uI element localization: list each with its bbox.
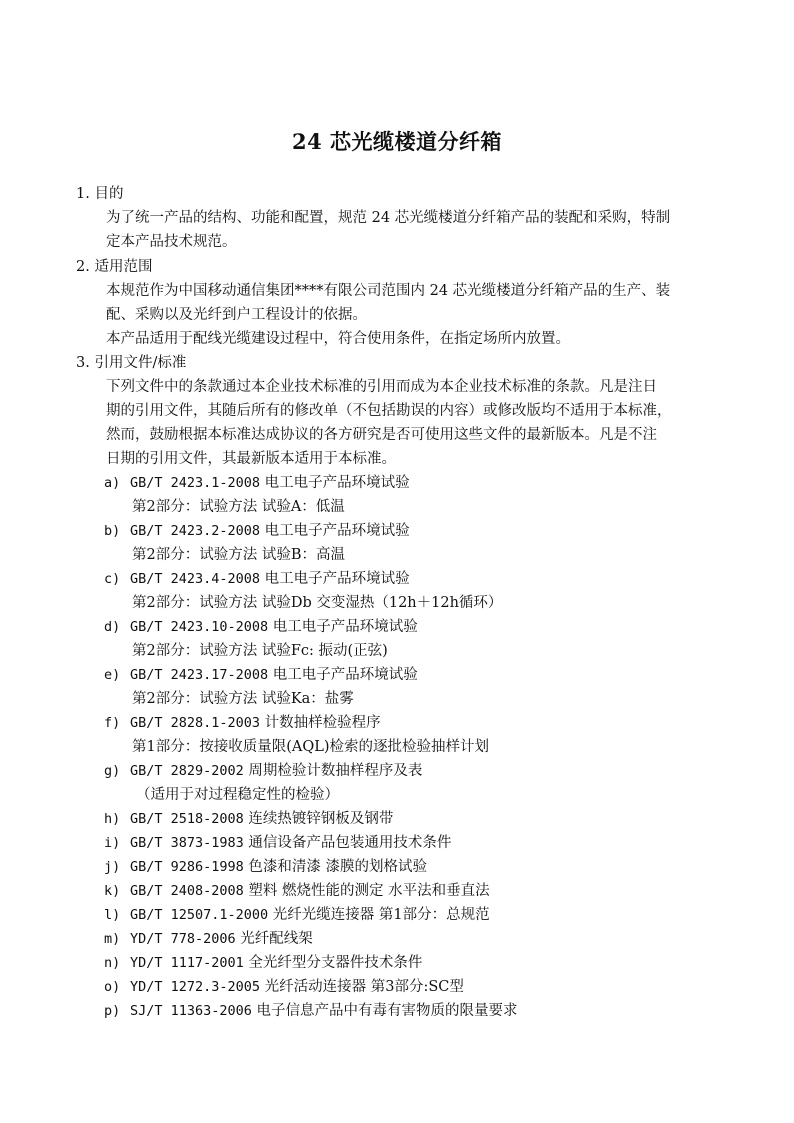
reference-title: 电子信息产品中有毒有害物质的限量要求 bbox=[256, 1003, 518, 1019]
reference-code: YD/T 1117-2001 bbox=[130, 955, 244, 971]
reference-title: 计数抽样检验程序 bbox=[264, 715, 381, 731]
reference-title: 全光纤型分支器件技术条件 bbox=[248, 955, 423, 971]
reference-item bbox=[104, 881, 490, 901]
reference-code: GB/T 3873-1983 bbox=[130, 835, 244, 851]
reference-item bbox=[104, 761, 422, 781]
paragraph-line: 本规范作为中国移动通信集团****有限公司范围内 24 芯光缆楼道分纤箱产品的生产、装 bbox=[106, 283, 671, 299]
reference-subtitle: 第1部分：按接收质量限(AQL)检索的逐批检验抽样计划 bbox=[132, 739, 490, 755]
reference-subtitle: 第2部分：试验方法 试验B：高温 bbox=[132, 547, 345, 563]
reference-title: 电工电子产品环境试验 bbox=[272, 619, 418, 635]
reference-code: YD/T 778-2006 bbox=[130, 931, 236, 947]
reference-title: 光纤光缆连接器 第1部分：总规范 bbox=[272, 907, 490, 923]
reference-title: 电工电子产品环境试验 bbox=[264, 571, 410, 587]
reference-title: 周期检验计数抽样程序及表 bbox=[248, 763, 423, 779]
reference-title: 色漆和清漆 漆膜的划格试验 bbox=[248, 859, 428, 875]
reference-mark: b) bbox=[104, 523, 121, 539]
reference-mark: o) bbox=[104, 979, 121, 995]
paragraph-line: 配、采购以及光纤到户工程设计的依据。 bbox=[106, 307, 367, 323]
reference-code: GB/T 2518-2008 bbox=[130, 811, 244, 827]
reference-item bbox=[104, 473, 410, 493]
reference-mark: d) bbox=[104, 619, 121, 635]
reference-mark: p) bbox=[104, 1003, 121, 1019]
reference-code: GB/T 2408-2008 bbox=[130, 883, 244, 899]
section-heading-purpose: 1. 目的 bbox=[76, 186, 124, 202]
reference-mark: k) bbox=[104, 883, 121, 899]
reference-mark: m) bbox=[104, 931, 121, 947]
reference-title: 通信设备产品包装通用技术条件 bbox=[248, 835, 452, 851]
reference-code: GB/T 2423.1-2008 bbox=[130, 475, 261, 491]
reference-subtitle: 第2部分：试验方法 试验Fc: 振动(正弦) bbox=[132, 643, 388, 659]
reference-mark: a) bbox=[104, 475, 121, 491]
reference-mark: i) bbox=[104, 835, 121, 851]
section-heading-references: 3. 引用文件/标准 bbox=[76, 355, 187, 371]
paragraph-line: 定本产品技术规范。 bbox=[106, 234, 237, 250]
document-title: 24 芯光缆楼道分纤箱 bbox=[291, 129, 503, 154]
reference-title: 光纤配线架 bbox=[240, 931, 313, 947]
reference-item bbox=[104, 809, 393, 829]
reference-code: GB/T 2423.2-2008 bbox=[130, 523, 261, 539]
reference-subtitle: 第2部分：试验方法 试验Ka：盐雾 bbox=[132, 691, 354, 707]
reference-mark: c) bbox=[104, 571, 121, 587]
paragraph-line: 本产品适用于配线光缆建设过程中，符合使用条件，在指定场所内放置。 bbox=[106, 331, 570, 347]
reference-code: GB/T 2423.17-2008 bbox=[130, 667, 269, 683]
paragraph-line: 期的引用文件，其随后所有的修改单（不包括勘误的内容）或修改版均不适用于本标准， bbox=[106, 403, 672, 419]
reference-code: GB/T 2829-2002 bbox=[130, 763, 244, 779]
reference-mark: f) bbox=[104, 715, 121, 731]
reference-item bbox=[104, 713, 381, 733]
reference-item bbox=[104, 905, 490, 925]
reference-mark: n) bbox=[104, 955, 121, 971]
reference-title: 连续热镀锌钢板及钢带 bbox=[248, 811, 394, 827]
section-heading-scope: 2. 适用范围 bbox=[76, 259, 153, 275]
reference-title: 电工电子产品环境试验 bbox=[264, 475, 410, 491]
reference-title: 电工电子产品环境试验 bbox=[272, 667, 418, 683]
reference-item bbox=[104, 617, 418, 637]
reference-subtitle: 第2部分：试验方法 试验A：低温 bbox=[132, 499, 345, 515]
reference-title: 塑料 燃烧性能的测定 水平法和垂直法 bbox=[248, 883, 490, 899]
paragraph-line: 为了统一产品的结构、功能和配置，规范 24 芯光缆楼道分纤箱产品的装配和采购，特制 bbox=[106, 210, 671, 226]
reference-subtitle: 第2部分：试验方法 试验Db 交变湿热（12h＋12h循环） bbox=[132, 595, 503, 611]
reference-code: GB/T 9286-1998 bbox=[130, 859, 244, 875]
reference-mark: e) bbox=[104, 667, 121, 683]
reference-item bbox=[104, 953, 422, 973]
paragraph-line: 日期的引用文件，其最新版本适用于本标准。 bbox=[106, 451, 396, 467]
paragraph-line: 下列文件中的条款通过本企业技术标准的引用而成为本企业技术标准的条款。凡是注日 bbox=[106, 379, 657, 395]
reference-mark: g) bbox=[104, 763, 121, 779]
reference-item bbox=[104, 857, 427, 877]
reference-mark: h) bbox=[104, 811, 121, 827]
reference-code: GB/T 12507.1-2000 bbox=[130, 907, 269, 923]
reference-code: GB/T 2423.4-2008 bbox=[130, 571, 261, 587]
paragraph-line: 然而，鼓励根据本标准达成协议的各方研究是否可使用这些文件的最新版本。凡是不注 bbox=[106, 427, 657, 443]
reference-mark: l) bbox=[104, 907, 121, 923]
reference-title: 电工电子产品环境试验 bbox=[264, 523, 410, 539]
reference-title: 光纤活动连接器 第3部分:SC型 bbox=[264, 979, 464, 995]
reference-code: GB/T 2423.10-2008 bbox=[130, 619, 269, 635]
reference-mark: j) bbox=[104, 859, 121, 875]
reference-code: YD/T 1272.3-2005 bbox=[130, 979, 261, 995]
reference-item bbox=[104, 665, 418, 685]
reference-item bbox=[104, 833, 451, 853]
reference-item bbox=[104, 521, 410, 541]
reference-item bbox=[104, 929, 313, 949]
reference-code: GB/T 2828.1-2003 bbox=[130, 715, 261, 731]
reference-item bbox=[104, 569, 410, 589]
reference-code: SJ/T 11363-2006 bbox=[130, 1003, 252, 1019]
reference-subtitle: （适用于对过程稳定性的检验） bbox=[136, 787, 339, 803]
reference-item bbox=[104, 1001, 518, 1021]
reference-item bbox=[104, 977, 464, 997]
